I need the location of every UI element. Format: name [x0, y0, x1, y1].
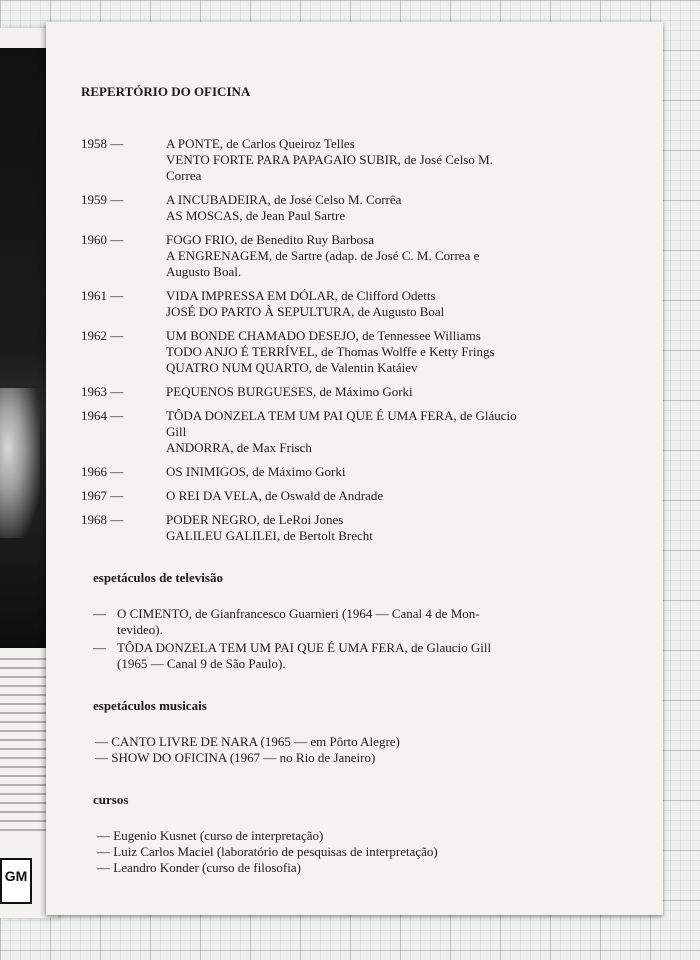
work-line: TODO ANJO É TERRÍVEL, de Thomas Wolffe e Ketty Frings — [166, 344, 495, 359]
entry-year: 1958 — — [81, 136, 124, 151]
work-line: OS INIMIGOS, de Máximo Gorki — [166, 464, 346, 479]
repertoire-list — [81, 136, 636, 544]
page-content — [81, 84, 636, 876]
tv-item-dash: — — [93, 640, 106, 655]
tv-item-dash: — — [93, 606, 106, 621]
musical-item: — SHOW DO OFICINA (1967 — no Rio de Janeiro) — [95, 750, 376, 765]
repertoire-entry — [81, 328, 636, 376]
advertisement-text-block — [0, 658, 46, 838]
courses-section-title: cursos — [93, 792, 129, 807]
entry-year: 1960 — — [81, 232, 124, 247]
entry-year: 1966 — — [81, 464, 124, 479]
car-photo — [0, 48, 48, 648]
repertoire-entry — [81, 232, 636, 280]
entry-works — [166, 408, 517, 456]
tv-item-first-line — [93, 606, 636, 622]
tv-item-text: O CIMENTO, de Gianfrancesco Guarnieri (1964 — Canal 4 de Mon- — [117, 606, 480, 621]
work-line: Correa — [166, 168, 202, 183]
entry-year: 1967 — — [81, 488, 124, 503]
entry-works — [166, 288, 444, 320]
entry-year: 1961 — — [81, 288, 124, 303]
work-line: VIDA IMPRESSA EM DÓLAR, de Clifford Odetts — [166, 288, 436, 303]
musicals-list — [95, 734, 636, 766]
tv-list — [93, 606, 636, 672]
work-line: A ENGRENAGEM, de Sartre (adap. de José C. M. Correa e — [166, 248, 480, 263]
entry-works — [166, 512, 373, 544]
entry-year: 1968 — — [81, 512, 124, 527]
repertoire-entry — [81, 488, 636, 504]
program-page — [46, 22, 663, 915]
course-item: — Eugenio Kusnet (curso de interpretação) — [97, 828, 324, 843]
tv-section-title: espetáculos de televisão — [93, 570, 223, 585]
work-line: GALILEU GALILEI, de Bertolt Brecht — [166, 528, 373, 543]
page-title: REPERTÓRIO DO OFICINA — [81, 84, 251, 99]
entry-year: 1959 — — [81, 192, 124, 207]
repertoire-entry — [81, 136, 636, 184]
work-line: QUATRO NUM QUARTO, de Valentin Katáiev — [166, 360, 418, 375]
work-line: A PONTE, de Carlos Queiroz Telles — [166, 136, 355, 151]
tv-item-text: TÔDA DONZELA TEM UM PAI QUE É UMA FERA, de Glaucio Gill — [117, 640, 492, 655]
entry-works — [166, 488, 383, 504]
entry-works — [166, 384, 413, 400]
gm-logo: GM — [0, 858, 32, 904]
repertoire-entry — [81, 464, 636, 480]
repertoire-entry — [81, 408, 636, 456]
entry-year: 1964 — — [81, 408, 124, 423]
repertoire-entry — [81, 384, 636, 400]
work-line: AS MOSCAS, de Jean Paul Sartre — [166, 208, 346, 223]
entry-year: 1963 — — [81, 384, 124, 399]
work-line: Gill — [166, 424, 187, 439]
entry-works — [166, 192, 401, 224]
repertoire-entry — [81, 192, 636, 224]
entry-works — [166, 232, 479, 280]
tv-item — [93, 640, 636, 672]
work-line: FOGO FRIO, de Benedito Ruy Barbosa — [166, 232, 374, 247]
work-line: VENTO FORTE PARA PAPAGAIO SUBIR, de José Celso M. — [166, 152, 493, 167]
tv-item-continuation: (1965 — Canal 9 de São Paulo). — [117, 656, 286, 671]
tv-item — [93, 606, 636, 638]
entry-works — [166, 464, 345, 480]
work-line: PODER NEGRO, de LeRoi Jones — [166, 512, 344, 527]
course-item: — Leandro Konder (curso de filosofia) — [97, 860, 301, 875]
work-line: Augusto Boal. — [166, 264, 242, 279]
car-chrome-detail — [0, 388, 40, 538]
tv-item-first-line — [93, 640, 636, 656]
entry-year: 1962 — — [81, 328, 124, 343]
repertoire-entry — [81, 288, 636, 320]
musical-item: — CANTO LIVRE DE NARA (1965 — em Pôrto Alegre) — [95, 734, 400, 749]
course-item: — Luiz Carlos Maciel (laboratório de pesquisas de interpretação) — [97, 844, 438, 859]
work-line: UM BONDE CHAMADO DESEJO, de Tennessee Williams — [166, 328, 481, 343]
tv-item-continuation: tevideo). — [117, 622, 163, 637]
work-line: JOSÉ DO PARTO À SEPULTURA, de Augusto Boal — [166, 304, 445, 319]
repertoire-entry — [81, 512, 636, 544]
work-line: PEQUENOS BURGUESES, de Máximo Gorki — [166, 384, 413, 399]
entry-works — [166, 136, 493, 184]
work-line: O REI DA VELA, de Oswald de Andrade — [166, 488, 384, 503]
work-line: A INCUBADEIRA, de José Celso M. Corrêa — [166, 192, 402, 207]
courses-list — [97, 828, 636, 876]
work-line: ANDORRA, de Max Frisch — [166, 440, 312, 455]
musicals-section-title: espetáculos musicais — [93, 698, 207, 713]
work-line: TÔDA DONZELA TEM UM PAI QUE É UMA FERA, de Gláucio — [166, 408, 517, 423]
entry-works — [166, 328, 495, 376]
